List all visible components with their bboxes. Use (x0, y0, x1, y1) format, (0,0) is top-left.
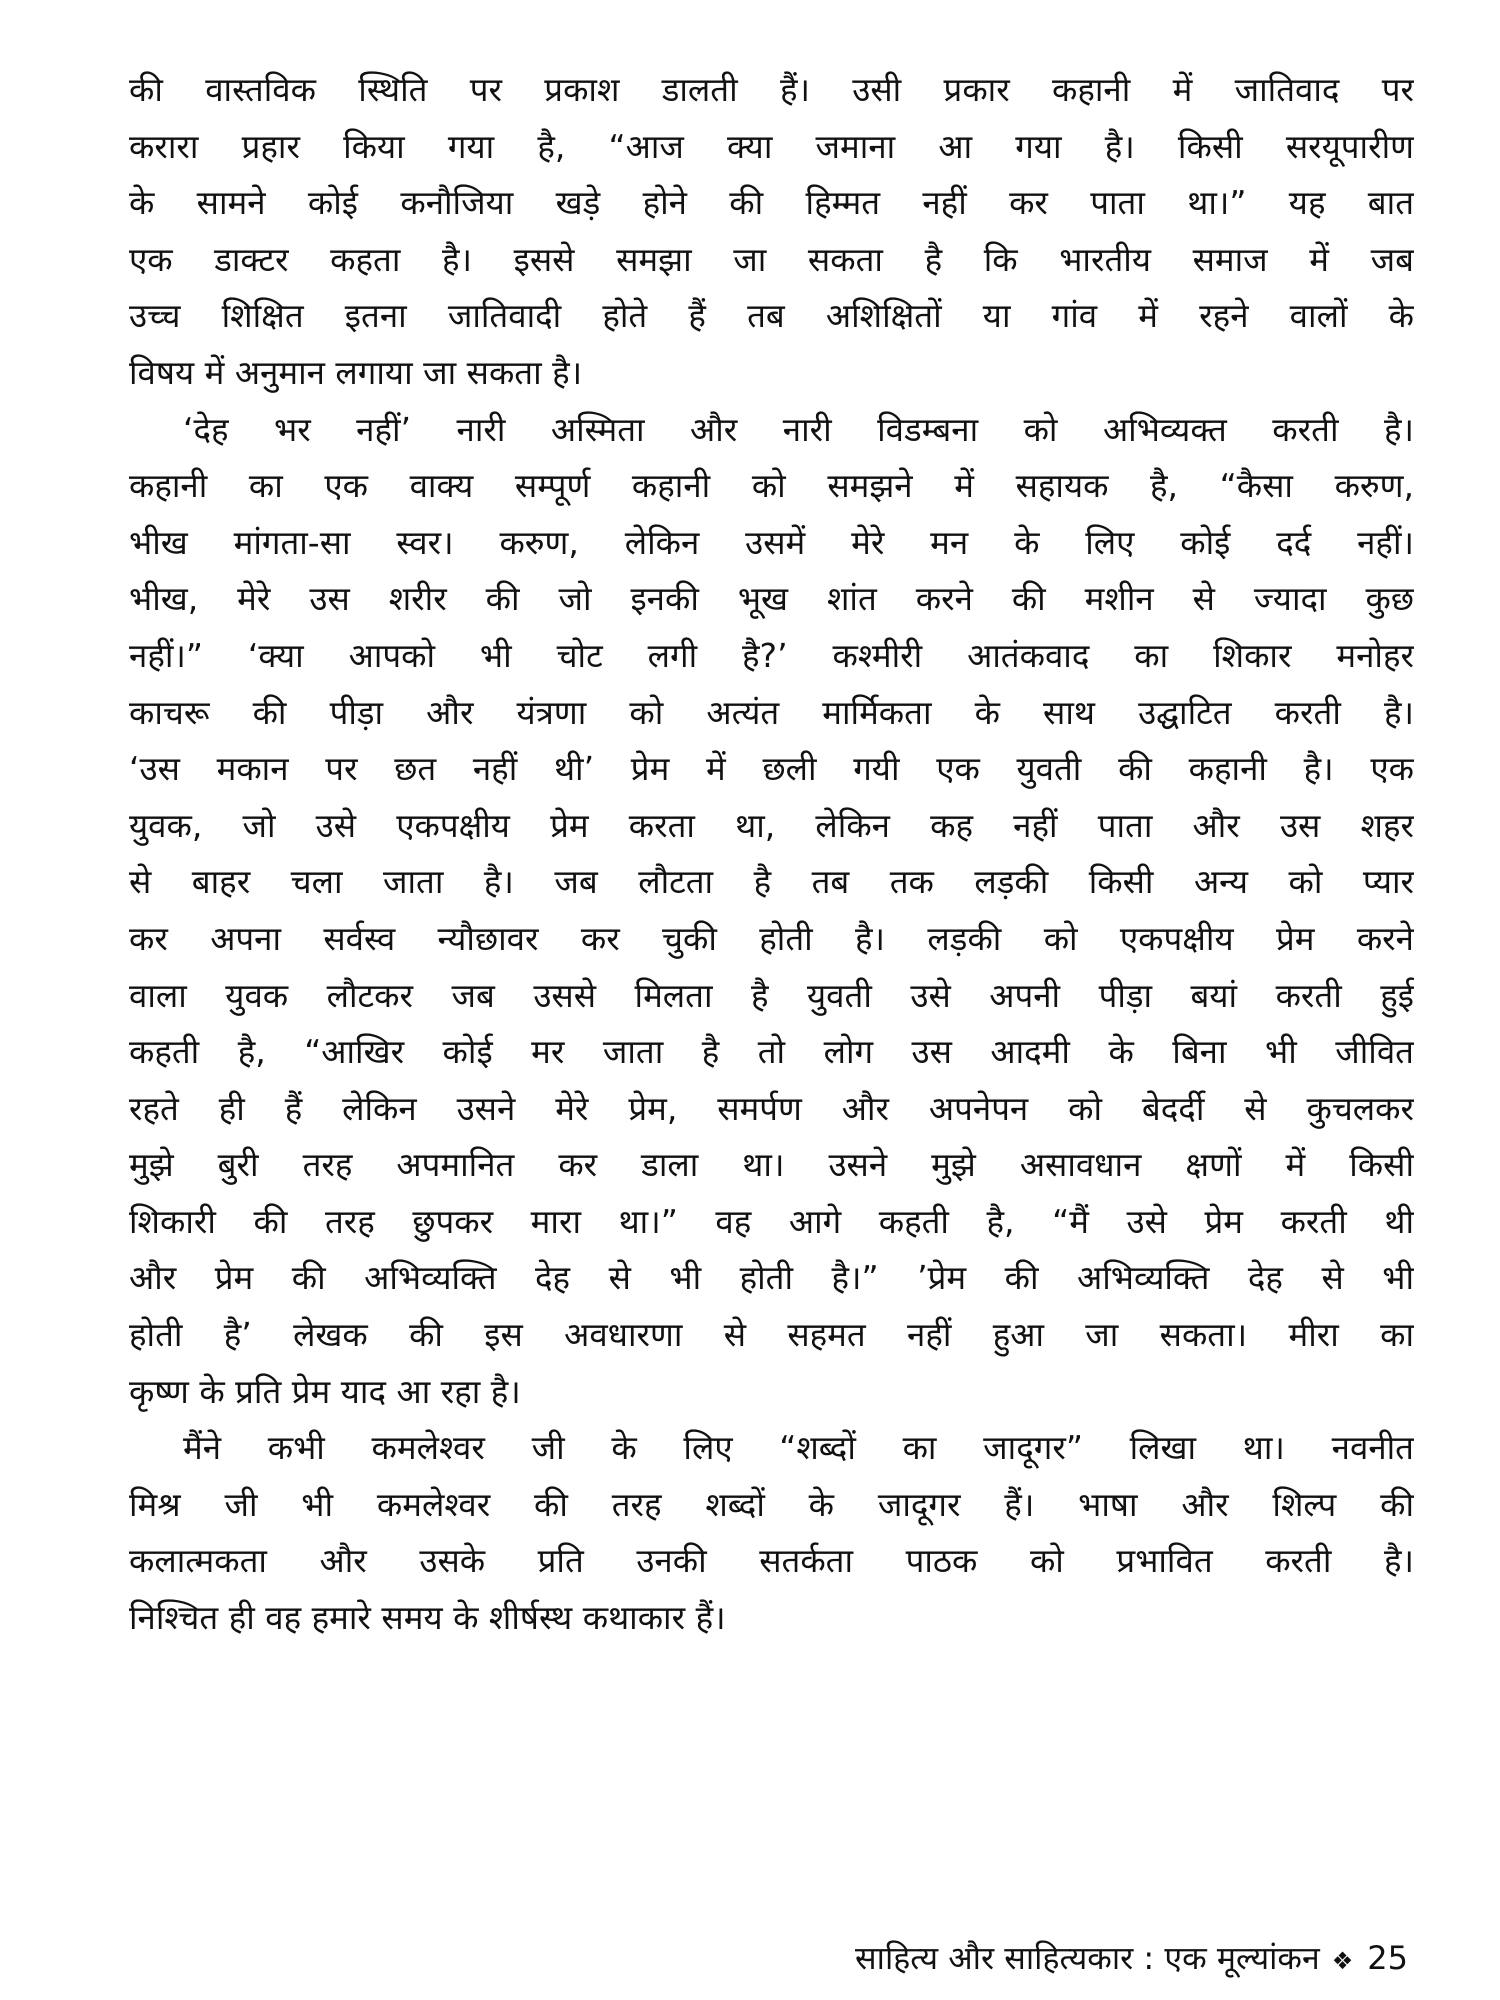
footer-book-title: साहित्य और साहित्यकार : एक मूल्यांकन (855, 1939, 1320, 1977)
text-line: और प्रेम की अभिव्यक्ति देह से भी होती है।” ’प्रेम की अभिव्यक्ति देह से भी (129, 1258, 1414, 1298)
text-line: वाला युवक लौटकर जब उससे मिलता है युवती उसे अपनी पीड़ा बयां करती हुई (129, 975, 1414, 1015)
text-line: कर अपना सर्वस्व न्यौछावर कर चुकी होती है। लड़की को एकपक्षीय प्रेम करने (129, 918, 1414, 958)
text-line: की वास्तविक स्थिति पर प्रकाश डालती हैं। उसी प्रकार कहानी में जातिवाद पर (129, 70, 1414, 109)
text-line: काचरू की पीड़ा और यंत्रणा को अत्यंत मार्मिकता के साथ उद्घाटित करती है। (129, 692, 1414, 732)
text-line: भीख, मेरे उस शरीर की जो इनकी भूख शांत करने की मशीन से ज्यादा कुछ (129, 579, 1414, 619)
text-line: युवक, जो उसे एकपक्षीय प्रेम करता था, लेकिन कह नहीं पाता और उस शहर (129, 805, 1414, 845)
text-line: करारा प्रहार किया गया है, “आज क्या जमाना आ गया है। किसी सरयूपारीण (129, 126, 1414, 166)
diamond-separator-icon: ❖ (1331, 1947, 1354, 1975)
paragraph-start-line: ‘देह भर नहीं’ नारी अस्मिता और नारी विडम्बना को अभिव्यक्त करती है। (183, 409, 1414, 449)
text-line: से बाहर चला जाता है। जब लौटता है तब तक लड़की किसी अन्य को प्यार (129, 862, 1414, 902)
text-line: ‘उस मकान पर छत नहीं थी’ प्रेम में छली गयी एक युवती की कहानी है। एक (129, 749, 1414, 789)
text-line: कृष्ण के प्रति प्रेम याद आ रहा है। (129, 1371, 521, 1411)
text-line: कहानी का एक वाक्य सम्पूर्ण कहानी को समझने में सहायक है, “कैसा करुण, (129, 466, 1414, 506)
text-line: रहते ही हैं लेकिन उसने मेरे प्रेम, समर्पण और अपनेपन को बेदर्दी से कुचलकर (129, 1088, 1414, 1128)
text-line: मुझे बुरी तरह अपमानित कर डाला था। उसने मुझे असावधान क्षणों में किसी (129, 1145, 1414, 1185)
paragraph-start-line: मैंने कभी कमलेश्वर जी के लिए “शब्दों का जादूगर” लिखा था। नवनीत (183, 1428, 1414, 1468)
text-line: उच्च शिक्षित इतना जातिवादी होते हैं तब अशिक्षितों या गांव में रहने वालों के (129, 296, 1414, 336)
text-line: नहीं।” ‘क्या आपको भी चोट लगी है?’ कश्मीरी आतंकवाद का शिकार मनोहर (129, 635, 1414, 675)
text-line: विषय में अनुमान लगाया जा सकता है। (129, 352, 583, 392)
text-line: कलात्मकता और उसके प्रति उनकी सतर्कता पाठक को प्रभावित करती है। (129, 1541, 1414, 1581)
text-line: भीख मांगता-सा स्वर। करुण, लेकिन उसमें मेरे मन के लिए कोई दर्द नहीं। (129, 522, 1414, 562)
text-line: के सामने कोई कनौजिया खड़े होने की हिम्मत नहीं कर पाता था।” यह बात (129, 183, 1414, 223)
text-line: मिश्र जी भी कमलेश्वर की तरह शब्दों के जादूगर हैं। भाषा और शिल्प की (129, 1484, 1414, 1524)
text-line: होती है’ लेखक की इस अवधारणा से सहमत नहीं हुआ जा सकता। मीरा का (129, 1315, 1414, 1355)
text-line: कहती है, “आखिर कोई मर जाता है तो लोग उस आदमी के बिना भी जीवित (129, 1032, 1414, 1072)
text-line: शिकारी की तरह छुपकर मारा था।” वह आगे कहती है, “मैं उसे प्रेम करती थी (129, 1201, 1414, 1241)
text-line: निश्चित ही वह हमारे समय के शीर्षस्थ कथाकार हैं। (129, 1598, 726, 1638)
page-footer (855, 1938, 1408, 1981)
text-line: एक डाक्टर कहता है। इससे समझा जा सकता है कि भारतीय समाज में जब (129, 239, 1414, 279)
page-body (129, 62, 1414, 1647)
page-number: 25 (1367, 1939, 1408, 1977)
